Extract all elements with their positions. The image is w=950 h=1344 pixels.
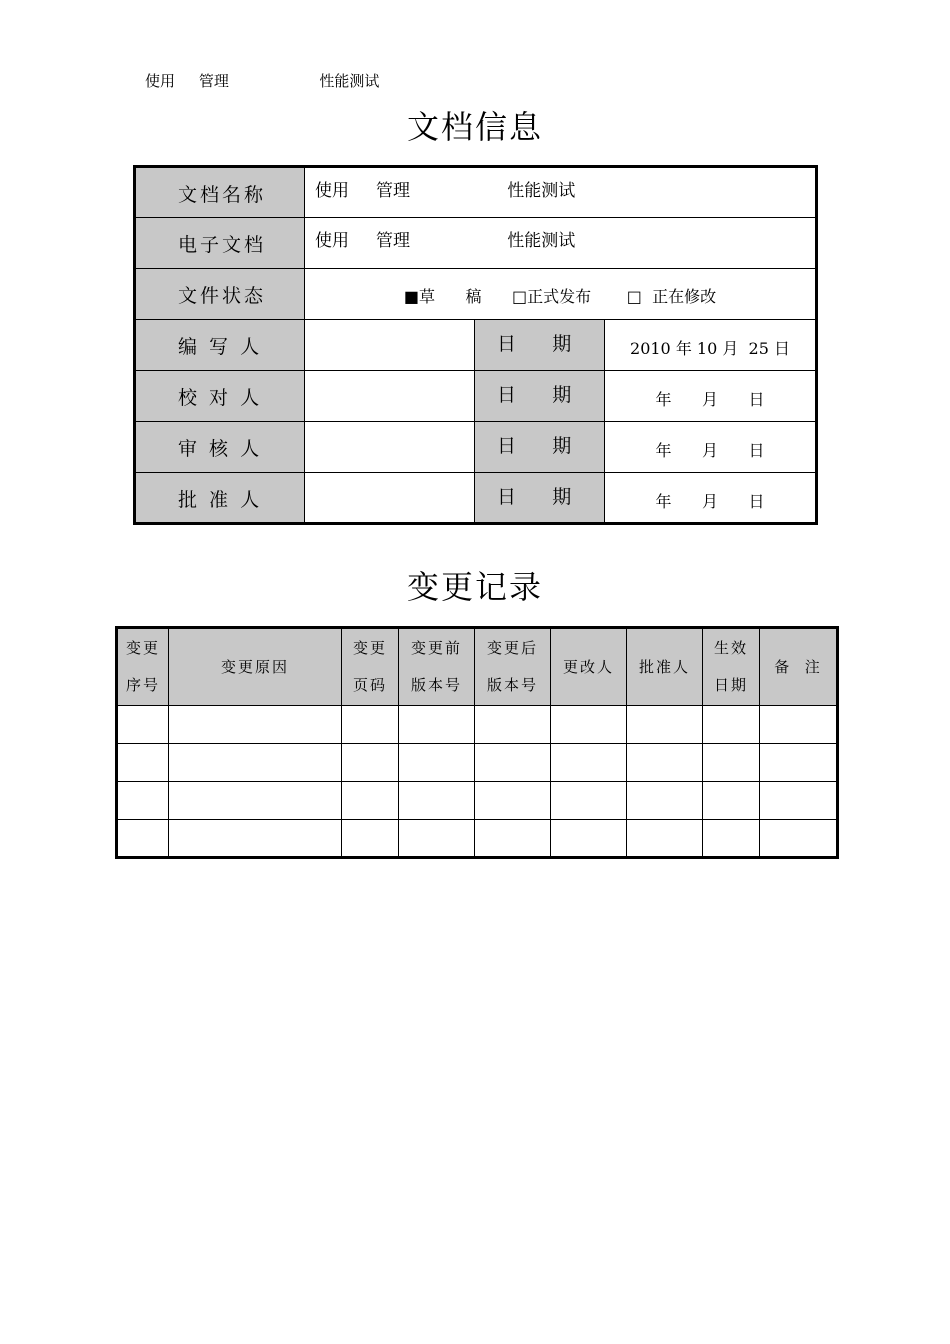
status-options: ■草 稿 □正式发布 □ 正在修改 [305, 269, 817, 320]
table-row [117, 820, 838, 858]
table-row [117, 744, 838, 782]
table-cell [399, 744, 475, 782]
table-cell [703, 782, 760, 820]
header-effective-date: 生效 日期 [703, 628, 760, 706]
header-remarks: 备 注 [760, 628, 838, 706]
table-cell [399, 706, 475, 744]
table-cell [169, 706, 342, 744]
table-cell [117, 820, 169, 858]
change-record-table [115, 626, 839, 859]
header-text: 使用 管理 性能测试 [145, 72, 380, 90]
table-cell [342, 782, 399, 820]
table-cell [760, 744, 838, 782]
document-info-table [133, 165, 818, 525]
approver-value [305, 473, 475, 524]
change-header-row [117, 628, 838, 706]
e-doc-label: 电子文档 [135, 218, 305, 269]
table-cell [760, 706, 838, 744]
table-cell [399, 782, 475, 820]
proofreader-date: 年 月 日 [605, 371, 817, 422]
table-cell [703, 744, 760, 782]
table-cell [627, 820, 703, 858]
status-label: 文件状态 [135, 269, 305, 320]
header-version-before: 变更前 版本号 [399, 628, 475, 706]
table-cell [627, 706, 703, 744]
table-cell [551, 782, 627, 820]
reviewer-date-label: 日 期 [475, 422, 605, 473]
header-change-seq: 变更 序号 [117, 628, 169, 706]
table-cell [475, 744, 551, 782]
table-cell [117, 782, 169, 820]
proofreader-label: 校 对 人 [135, 371, 305, 422]
table-cell [169, 782, 342, 820]
proofreader-date-label: 日 期 [475, 371, 605, 422]
table-row [117, 782, 838, 820]
table-cell [342, 706, 399, 744]
header-modifier: 更改人 [551, 628, 627, 706]
table-cell [551, 706, 627, 744]
info-title: 文档信息 [406, 108, 543, 146]
table-cell [342, 820, 399, 858]
header-version-after: 变更后 版本号 [475, 628, 551, 706]
author-date-label: 日 期 [475, 320, 605, 371]
table-cell [117, 744, 169, 782]
header-change-page: 变更 页码 [342, 628, 399, 706]
approver-label: 批 准 人 [135, 473, 305, 524]
table-cell [760, 782, 838, 820]
change-table-body [117, 706, 838, 858]
doc-name-value: 使用 管理 性能测试 [305, 167, 817, 218]
approver-date: 年 月 日 [605, 473, 817, 524]
table-cell [627, 744, 703, 782]
doc-name-label: 文档名称 [135, 167, 305, 218]
header-approver: 批准人 [627, 628, 703, 706]
approver-date-label: 日 期 [475, 473, 605, 524]
table-cell [475, 706, 551, 744]
table-cell [703, 706, 760, 744]
table-cell [627, 782, 703, 820]
table-cell [399, 820, 475, 858]
reviewer-value [305, 422, 475, 473]
table-cell [551, 744, 627, 782]
table-row [117, 706, 838, 744]
change-title: 变更记录 [406, 568, 543, 606]
table-cell [475, 820, 551, 858]
table-cell [342, 744, 399, 782]
author-value [305, 320, 475, 371]
table-cell [760, 820, 838, 858]
table-cell [703, 820, 760, 858]
reviewer-label: 审 核 人 [135, 422, 305, 473]
table-cell [117, 706, 169, 744]
table-cell [475, 782, 551, 820]
table-cell [169, 820, 342, 858]
table-cell [551, 820, 627, 858]
header-change-reason: 变更原因 [169, 628, 342, 706]
e-doc-value: 使用 管理 性能测试 [305, 218, 817, 269]
author-date: 2010 年 10 月 25 日 [605, 320, 817, 371]
proofreader-value [305, 371, 475, 422]
author-label: 编 写 人 [135, 320, 305, 371]
table-cell [169, 744, 342, 782]
reviewer-date: 年 月 日 [605, 422, 817, 473]
